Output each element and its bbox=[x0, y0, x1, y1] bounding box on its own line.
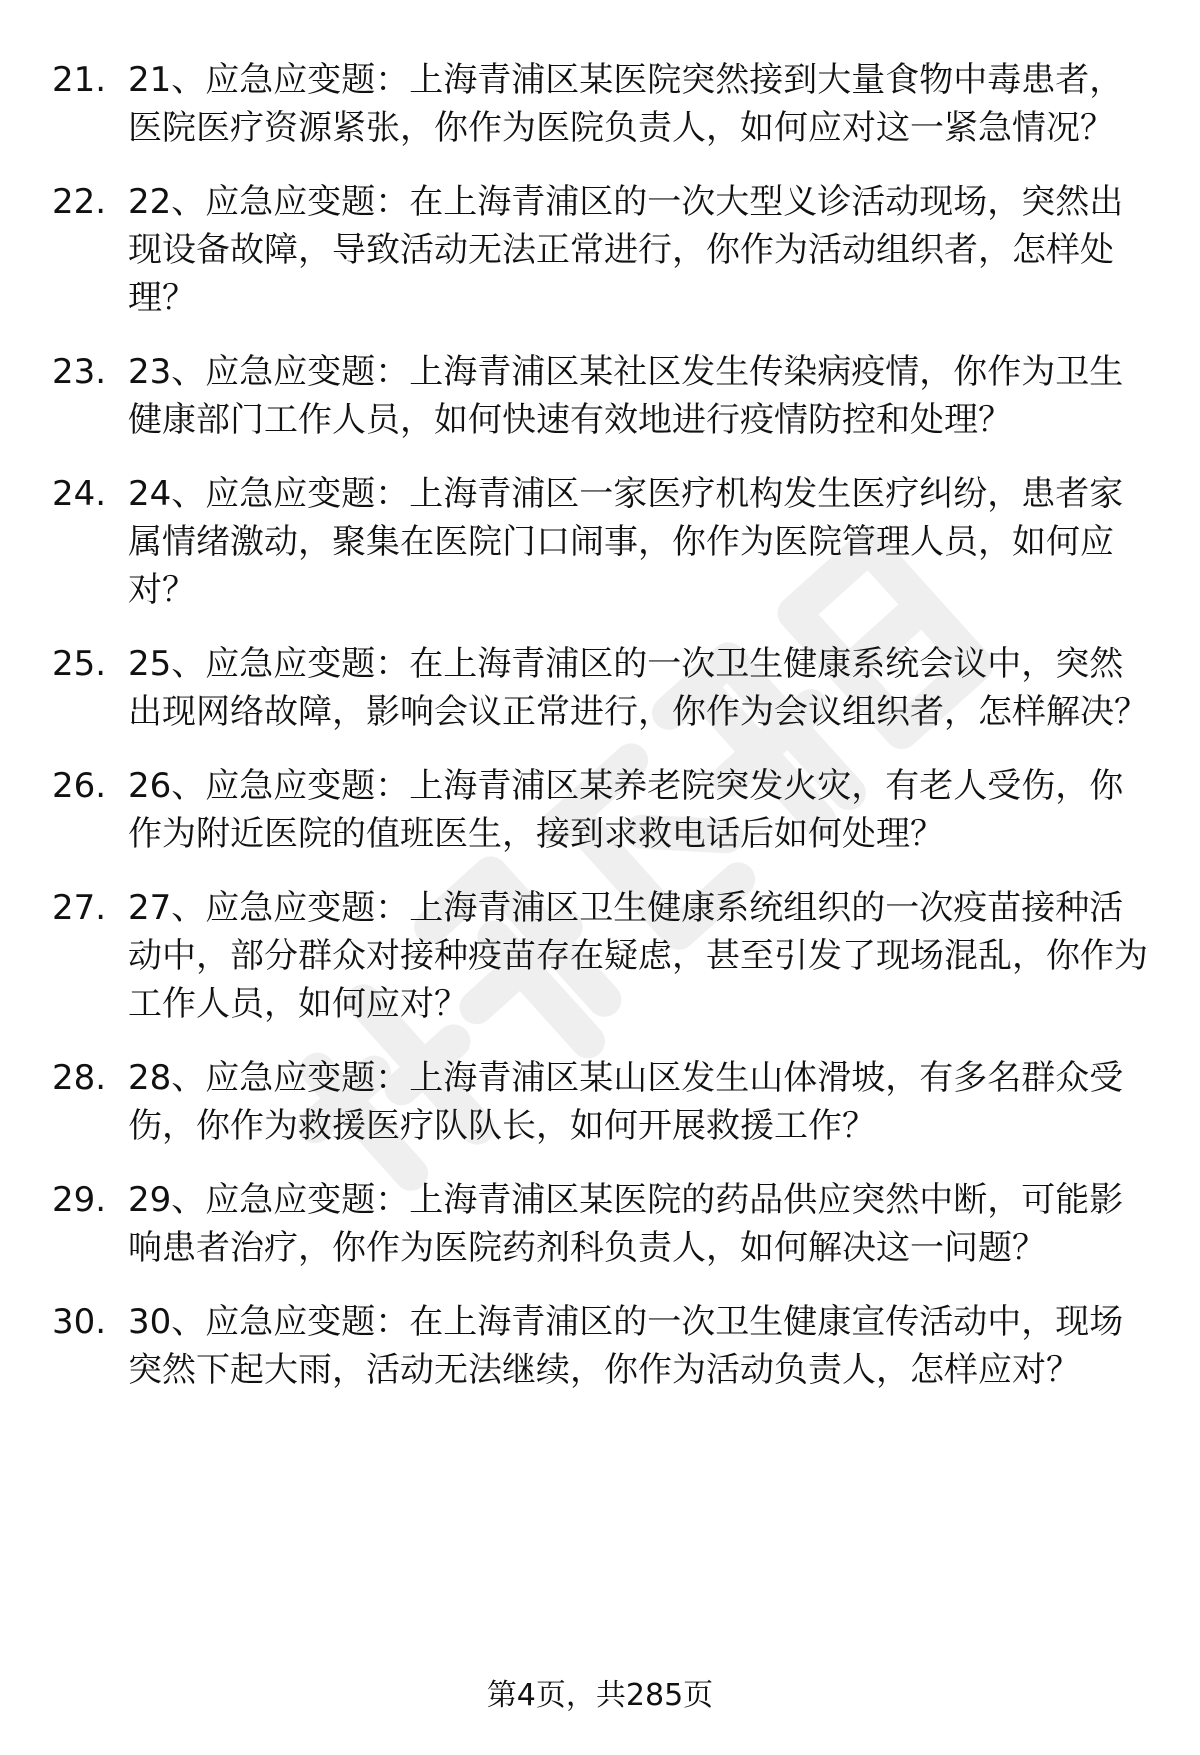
question-number: 22. bbox=[52, 182, 107, 222]
question-text: 28、应急应变题：上海青浦区某山区发生山体滑坡，有多名群众受伤，你作为救援医疗队队长，如何开展救援工作？ bbox=[128, 1058, 1124, 1146]
question-number: 28. bbox=[52, 1058, 107, 1098]
question-item bbox=[0, 178, 1200, 322]
question-text: 30、应急应变题：在上海青浦区的一次卫生健康宣传活动中，现场突然下起大雨，活动无法继续，你作为活动负责人，怎样应对？ bbox=[128, 1302, 1124, 1390]
question-list bbox=[0, 56, 1200, 1420]
question-number: 26. bbox=[52, 766, 107, 806]
page-footer bbox=[0, 1676, 1200, 1716]
question-text: 21、应急应变题：上海青浦区某医院突然接到大量食物中毒患者，医院医疗资源紧张，你作为医院负责人，如何应对这一紧急情况？ bbox=[128, 60, 1124, 148]
question-item bbox=[0, 640, 1200, 736]
question-number: 29. bbox=[52, 1180, 107, 1220]
question-text: 23、应急应变题：上海青浦区某社区发生传染病疫情，你作为卫生健康部门工作人员，如何快速有效地进行疫情防控和处理？ bbox=[128, 352, 1124, 440]
question-number: 21. bbox=[52, 60, 107, 100]
question-number: 30. bbox=[52, 1302, 107, 1342]
question-item bbox=[0, 1176, 1200, 1272]
question-number: 25. bbox=[52, 644, 107, 684]
question-item bbox=[0, 470, 1200, 614]
question-number: 27. bbox=[52, 888, 107, 928]
question-text: 29、应急应变题：上海青浦区某医院的药品供应突然中断，可能影响患者治疗，你作为医院药剂科负责人，如何解决这一问题？ bbox=[128, 1180, 1124, 1268]
question-item bbox=[0, 762, 1200, 858]
question-text: 22、应急应变题：在上海青浦区的一次大型义诊活动现场，突然出现设备故障，导致活动无法正常进行，你作为活动组织者，怎样处理？ bbox=[128, 182, 1124, 318]
question-number: 24. bbox=[52, 474, 107, 514]
question-text: 24、应急应变题：上海青浦区一家医疗机构发生医疗纠纷，患者家属情绪激动，聚集在医院门口闹事，你作为医院管理人员，如何应对？ bbox=[128, 474, 1124, 610]
question-text: 27、应急应变题：上海青浦区卫生健康系统组织的一次疫苗接种活动中，部分群众对接种疫苗存在疑虑，甚至引发了现场混乱，你作为工作人员，如何应对？ bbox=[128, 888, 1148, 1024]
question-item bbox=[0, 1054, 1200, 1150]
question-text: 25、应急应变题：在上海青浦区的一次卫生健康系统会议中，突然出现网络故障，影响会议正常进行，你作为会议组织者，怎样解决？ bbox=[128, 644, 1148, 732]
page-number-label: 第4页，共285页 bbox=[486, 1678, 714, 1713]
question-item bbox=[0, 884, 1200, 1028]
question-item bbox=[0, 56, 1200, 152]
question-number: 23. bbox=[52, 352, 107, 392]
question-item bbox=[0, 1298, 1200, 1394]
question-item bbox=[0, 348, 1200, 444]
question-text: 26、应急应变题：上海青浦区某养老院突发火灾，有老人受伤，你作为附近医院的值班医生，接到求救电话后如何处理？ bbox=[128, 766, 1124, 854]
